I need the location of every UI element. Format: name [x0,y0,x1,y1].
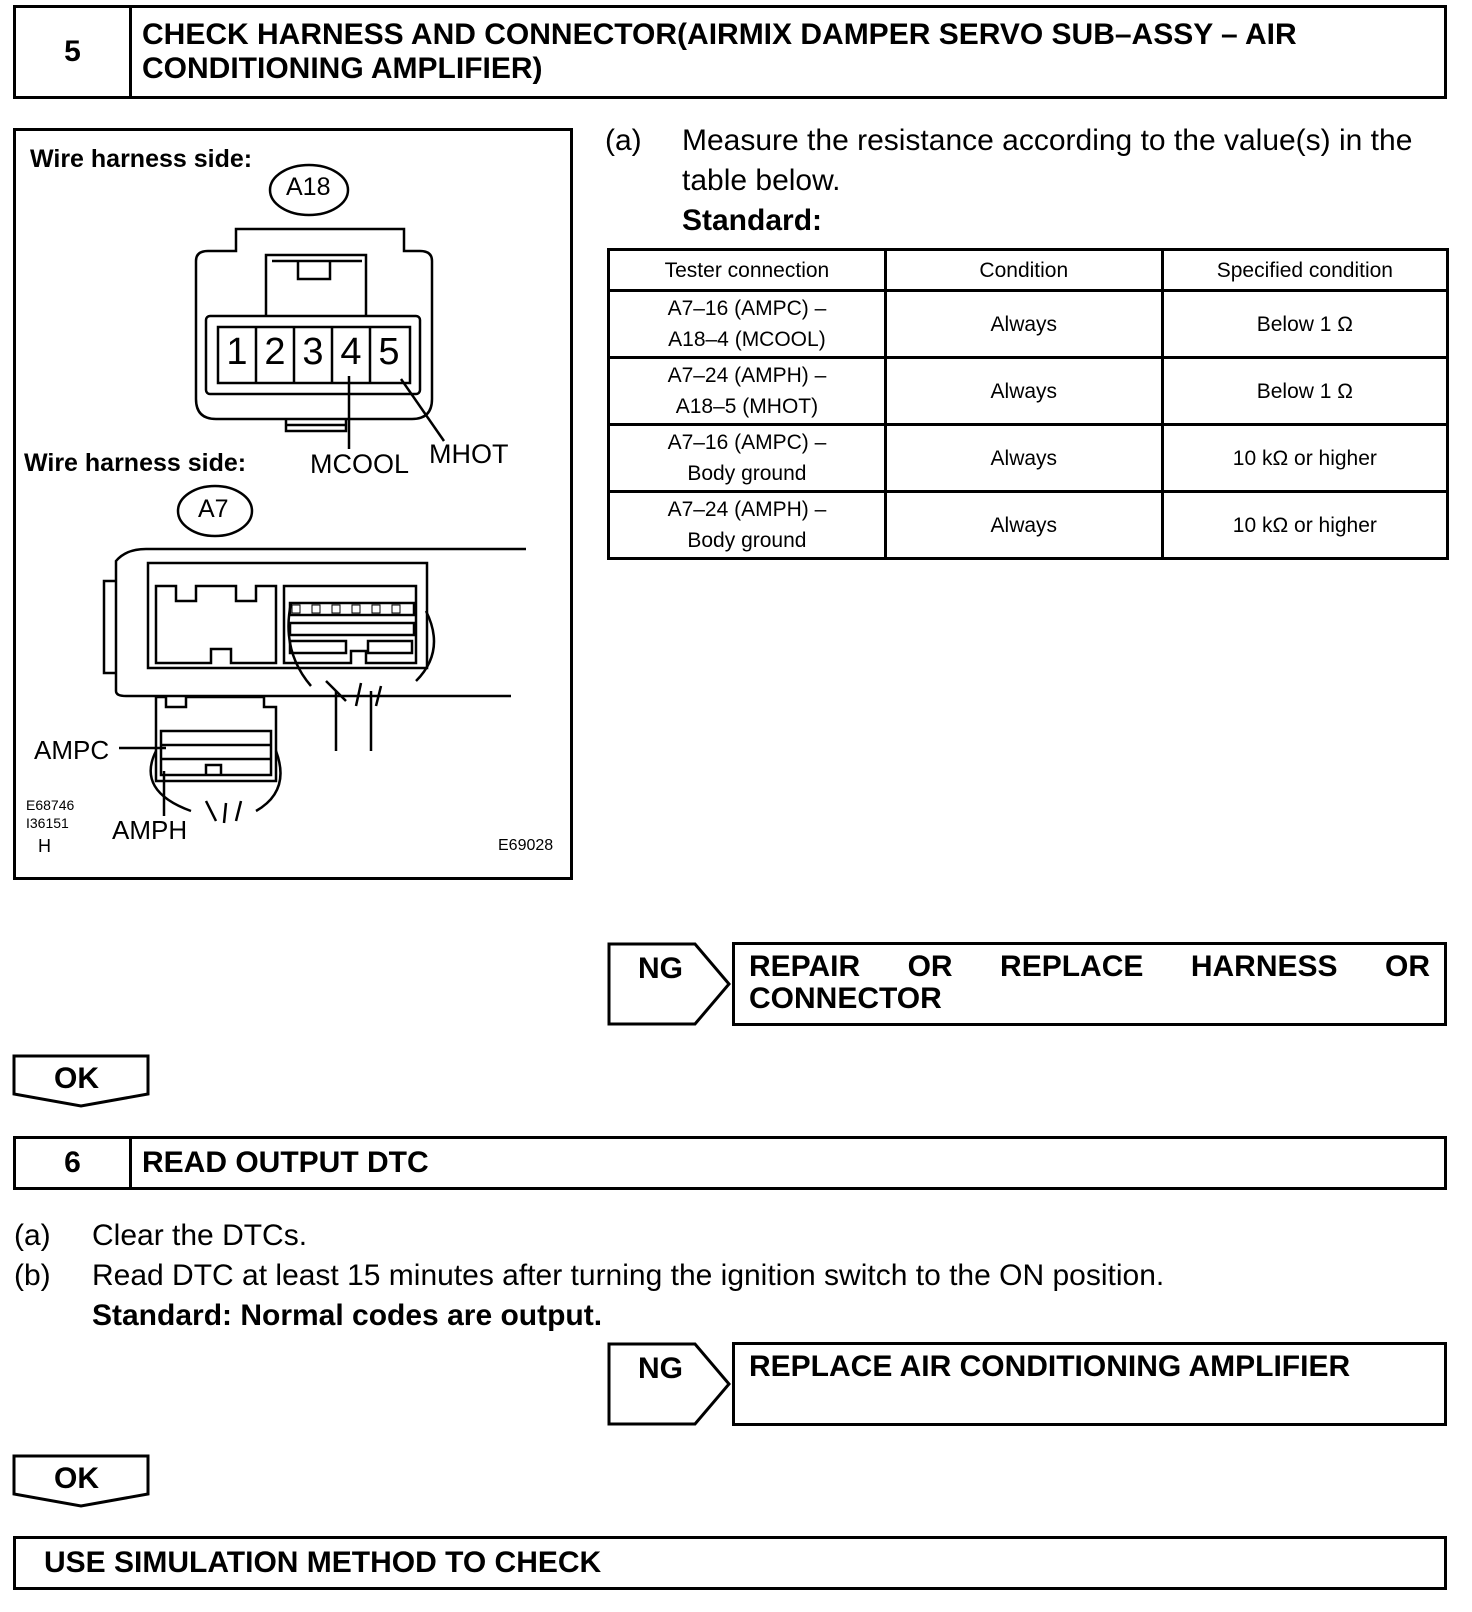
table-row [609,291,1448,358]
cell-spec: Below 1 Ω [1162,291,1447,358]
step6-a-text: Clear the DTCs. [92,1219,308,1252]
header-tester-connection: Tester connection [609,250,886,291]
mhot-label: MHOT [429,439,509,469]
step5-a-text-line2: table below. [682,164,841,197]
table-row [609,425,1448,492]
step6-standard: Standard: Normal codes are output. [92,1299,603,1332]
pin-3: 3 [302,331,324,373]
wire-harness-label-1: Wire harness side: [30,145,253,173]
connection-line-2: A18–4 (MCOOL) [668,328,826,351]
ng-result-word: HARNESS [1190,950,1338,983]
connection-line-2: Body ground [687,529,807,552]
step6-b-text: Read DTC at least 15 minutes after turning the ignition switch to the ON position. [92,1259,1165,1292]
step5-a-text-line1: Measure the resistance according to the value(s) in the [682,124,1413,157]
standard-label: Standard: [682,204,823,237]
step-5-header [13,5,1447,99]
final-step-box [13,1536,1447,1590]
cell-condition: Always [885,425,1162,492]
pin-4: 4 [340,331,362,373]
header-condition: Condition [885,250,1162,291]
connector-figure [13,128,573,880]
figure-code-3: H [38,836,51,856]
pin-2: 2 [264,331,286,373]
figure-code-2: I36151 [26,815,69,831]
header-specified-condition: Specified condition [1162,250,1447,291]
cell-condition: Always [885,358,1162,425]
ampc-label: AMPC [34,735,110,765]
step6-a-marker: (a) [14,1219,51,1252]
table-row [609,492,1448,559]
step-title: READ OUTPUT DTC [142,1146,429,1179]
ng-result-2: REPLACE AIR CONDITIONING AMPLIFIER [732,1342,1447,1426]
cell-spec: 10 kΩ or higher [1162,425,1447,492]
figure-id: E69028 [498,837,554,854]
spec-table [607,248,1449,560]
table-header-row [609,250,1448,291]
cell-connection [609,358,886,425]
ng-result-word: REPAIR [749,950,861,983]
ng-result-word: OR [1385,950,1430,983]
step-title: CHECK HARNESS AND CONNECTOR(AIRMIX DAMPER SERVO SUB–ASSY – AIR CONDITIONING AMPLIFIER) [142,18,1297,85]
ng-label-2: NG [638,1352,683,1385]
connection-line-2: Body ground [687,462,807,485]
connector-a7-label: A7 [198,495,229,523]
wire-harness-label-2: Wire harness side: [24,449,247,477]
ng-label-1: NG [638,952,683,985]
step-number: 5 [16,8,132,96]
mcool-label: MCOOL [310,449,410,479]
step5-a-marker: (a) [605,124,642,157]
step-number: 6 [16,1139,132,1187]
connection-line-1: A7–24 (AMPH) – [667,364,827,387]
cell-condition: Always [885,492,1162,559]
ng-result-1-line2: CONNECTOR [749,982,942,1015]
connection-line-1: A7–16 (AMPC) – [667,431,827,454]
ng-result-word: OR [907,950,953,983]
a18-pin-row [218,324,410,380]
pin-1: 1 [226,331,248,373]
connection-line-1: A7–16 (AMPC) – [667,297,827,320]
cell-spec: Below 1 Ω [1162,358,1447,425]
connector-a18-label: A18 [286,173,331,201]
cell-connection [609,425,886,492]
figure-code-1: E68746 [26,797,75,813]
connection-line-2: A18–5 (MHOT) [675,395,819,418]
cell-condition: Always [885,291,1162,358]
ok-label-2: OK [54,1462,99,1495]
final-step-text: USE SIMULATION METHOD TO CHECK [44,1546,602,1579]
ng-result-word: REPLACE [1000,950,1144,983]
table-row [609,358,1448,425]
ng-result-1-line1 [749,951,1430,983]
amph-label: AMPH [112,815,188,845]
step6-b-marker: (b) [14,1259,51,1292]
pin-5: 5 [378,331,400,373]
connection-line-1: A7–24 (AMPH) – [667,498,827,521]
cell-connection [609,291,886,358]
ng-result-1 [732,942,1447,1026]
step-6-header [13,1136,1447,1190]
cell-connection [609,492,886,559]
cell-spec: 10 kΩ or higher [1162,492,1447,559]
ok-label-1: OK [54,1062,99,1095]
